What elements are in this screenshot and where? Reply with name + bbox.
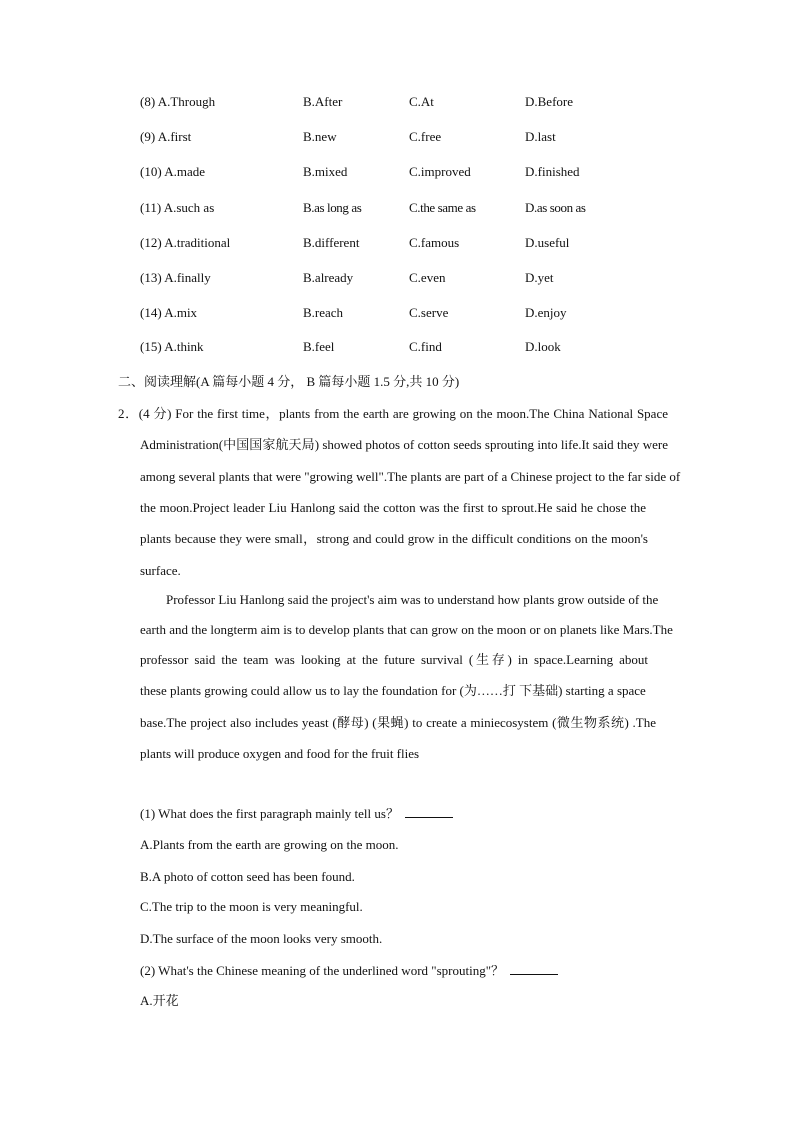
option-c: C.find xyxy=(409,339,442,354)
option-c: C.the same as xyxy=(409,200,476,215)
answer-blank[interactable] xyxy=(510,962,558,975)
option-d: D.as soon as xyxy=(525,200,586,215)
option-d: D.yet xyxy=(525,270,554,285)
option-c: C.free xyxy=(409,129,442,144)
option-b: B.as long as xyxy=(303,200,362,215)
option-b: B.new xyxy=(303,129,337,144)
option-c: C.At xyxy=(409,94,434,109)
question-text: (1) What does the first paragraph mainly tell us？ xyxy=(140,806,399,821)
option-a: (11) A.such as xyxy=(140,200,215,215)
option-a: (14) A.mix xyxy=(140,305,198,320)
option-row-8 xyxy=(0,92,794,112)
passage-line: earth and the longterm aim is to develop plants that can grow on the moon or on planets like Mars.The xyxy=(140,622,673,637)
passage-line: Professor Liu Hanlong said the project's aim was to understand how plants grow outside of the xyxy=(166,592,659,607)
option-row-12 xyxy=(0,233,794,253)
option-c: C.famous xyxy=(409,235,460,250)
option-a: (8) A.Through xyxy=(140,94,216,109)
option-b: B.different xyxy=(303,235,360,250)
passage-line: these plants growing could allow us to lay the foundation for (为……打 下基础) starting a space xyxy=(140,683,646,698)
option-b: B.mixed xyxy=(303,164,348,179)
passage-line: professor said the team was looking at the future survival (生存) in space.Learning about xyxy=(140,652,648,667)
option-row-10 xyxy=(0,162,794,182)
option-c: C.improved xyxy=(409,164,471,179)
question-2 xyxy=(140,961,558,981)
option-a: (12) A.traditional xyxy=(140,235,231,250)
answer-blank[interactable] xyxy=(405,805,453,818)
answer-option: B.A photo of cotton seed has been found. xyxy=(140,869,355,884)
option-c: C.serve xyxy=(409,305,449,320)
option-b: B.feel xyxy=(303,339,335,354)
option-a: (15) A.think xyxy=(140,339,204,354)
option-d: D.useful xyxy=(525,235,570,250)
passage-line: plants will produce oxygen and food for the fruit flies xyxy=(140,746,420,761)
option-d: D.Before xyxy=(525,94,574,109)
answer-option: C.The trip to the moon is very meaningful. xyxy=(140,899,363,914)
passage-line: base.The project also includes yeast (酵母) (果蝇) to create a miniecosystem (微生物系统) .The xyxy=(140,715,656,730)
option-d: D.enjoy xyxy=(525,305,567,320)
passage-line: among several plants that were "growing well".The plants are part of a Chinese project to the far side of xyxy=(140,469,681,484)
question-1 xyxy=(140,804,453,824)
option-b: B.already xyxy=(303,270,354,285)
passage-line: Administration(中国国家航天局) showed photos of cotton seeds sprouting into life.It said they were xyxy=(140,437,668,452)
option-d: D.last xyxy=(525,129,556,144)
answer-option: A.开花 xyxy=(140,993,179,1008)
option-a: (10) A.made xyxy=(140,164,205,179)
option-a: (9) A.first xyxy=(140,129,192,144)
question-text: (2) What's the Chinese meaning of the underlined word "sprouting"？ xyxy=(140,963,504,978)
option-d: D.look xyxy=(525,339,561,354)
passage-line: plants because they were small，strong and could grow in the difficult conditions on the moon's xyxy=(140,531,648,546)
option-row-13 xyxy=(0,268,794,288)
option-row-9 xyxy=(0,127,794,147)
option-b: B.reach xyxy=(303,305,344,320)
section-title: 二、阅读理解(A 篇每小题 4 分， B 篇每小题 1.5 分,共 10 分) xyxy=(118,374,460,389)
option-row-14 xyxy=(0,303,794,323)
passage-line: the moon.Project leader Liu Hanlong said the cotton was the first to sprout.He said he chose the xyxy=(140,500,646,515)
answer-option: D.The surface of the moon looks very smooth. xyxy=(140,931,383,946)
option-b: B.After xyxy=(303,94,343,109)
option-d: D.finished xyxy=(525,164,580,179)
option-a: (13) A.finally xyxy=(140,270,211,285)
option-c: C.even xyxy=(409,270,446,285)
passage-line: surface. xyxy=(140,563,181,578)
answer-option: A.Plants from the earth are growing on the moon. xyxy=(140,837,399,852)
option-row-11 xyxy=(0,198,794,218)
passage-line: 2．(4 分) For the first time，plants from the earth are growing on the moon.The China National Space xyxy=(118,406,668,421)
option-row-15 xyxy=(0,337,794,357)
